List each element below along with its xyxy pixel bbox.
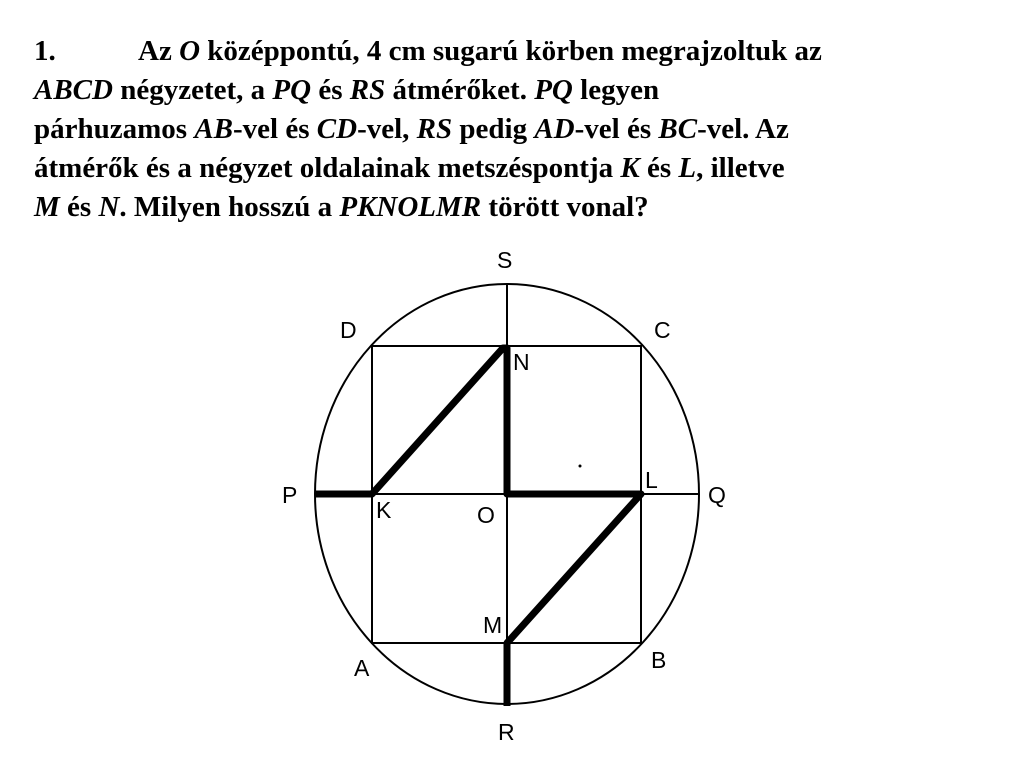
label-d: D bbox=[340, 317, 357, 343]
text-run: átmérőket. bbox=[385, 74, 535, 106]
text-run: -vel, bbox=[357, 113, 417, 145]
text-run: középpontú, 4 cm sugarú körben megrajzoltuk az bbox=[200, 35, 822, 67]
text-run: CD bbox=[316, 113, 358, 145]
text-run: -vel és bbox=[233, 113, 317, 145]
text-run: legyen bbox=[572, 74, 660, 106]
label-l: L bbox=[645, 467, 658, 493]
text-run: PQ bbox=[272, 74, 312, 106]
text-run: AB bbox=[194, 113, 234, 145]
text-run: BC bbox=[658, 113, 698, 145]
text-run: és bbox=[311, 74, 350, 106]
text-run: pedig bbox=[452, 113, 535, 145]
problem-number: 1. bbox=[34, 35, 56, 67]
text-run: K bbox=[620, 152, 640, 184]
label-s: S bbox=[497, 247, 513, 273]
text-run: , illetve bbox=[696, 152, 785, 184]
text-run: L bbox=[678, 152, 697, 184]
dot-mark bbox=[579, 465, 582, 468]
text-run: RS bbox=[349, 74, 386, 106]
text-run: M bbox=[34, 191, 60, 223]
label-r: R bbox=[498, 719, 515, 745]
text-run: N bbox=[98, 191, 120, 223]
text-run: és bbox=[639, 152, 679, 184]
label-n: N bbox=[513, 349, 530, 375]
text-run: Az bbox=[138, 35, 180, 67]
text-run: PQ bbox=[534, 74, 573, 106]
label-o: O bbox=[477, 502, 495, 528]
text-run: O bbox=[179, 35, 201, 67]
label-b: B bbox=[651, 647, 667, 673]
label-p: P bbox=[282, 482, 298, 508]
text-run: RS bbox=[416, 113, 453, 145]
label-a: A bbox=[354, 655, 370, 681]
label-k: K bbox=[376, 497, 392, 523]
label-q: Q bbox=[708, 482, 726, 508]
label-m: M bbox=[483, 612, 503, 638]
text-run: és bbox=[59, 191, 99, 223]
label-c: C bbox=[654, 317, 671, 343]
text-run: ABCD bbox=[34, 74, 113, 106]
text-run: -vel és bbox=[574, 113, 659, 145]
text-run: . Milyen hosszú a bbox=[119, 191, 340, 223]
text-run: AD bbox=[534, 113, 575, 145]
text-run: párhuzamos bbox=[34, 113, 195, 145]
text-run: törött vonal? bbox=[481, 191, 649, 223]
text-run: négyzetet, a bbox=[112, 74, 273, 106]
text-run: PKNOLMR bbox=[339, 191, 482, 223]
text-run: átmérők és a négyzet oldalainak metszéspontja bbox=[34, 152, 621, 184]
text-run: -vel. Az bbox=[697, 113, 789, 145]
